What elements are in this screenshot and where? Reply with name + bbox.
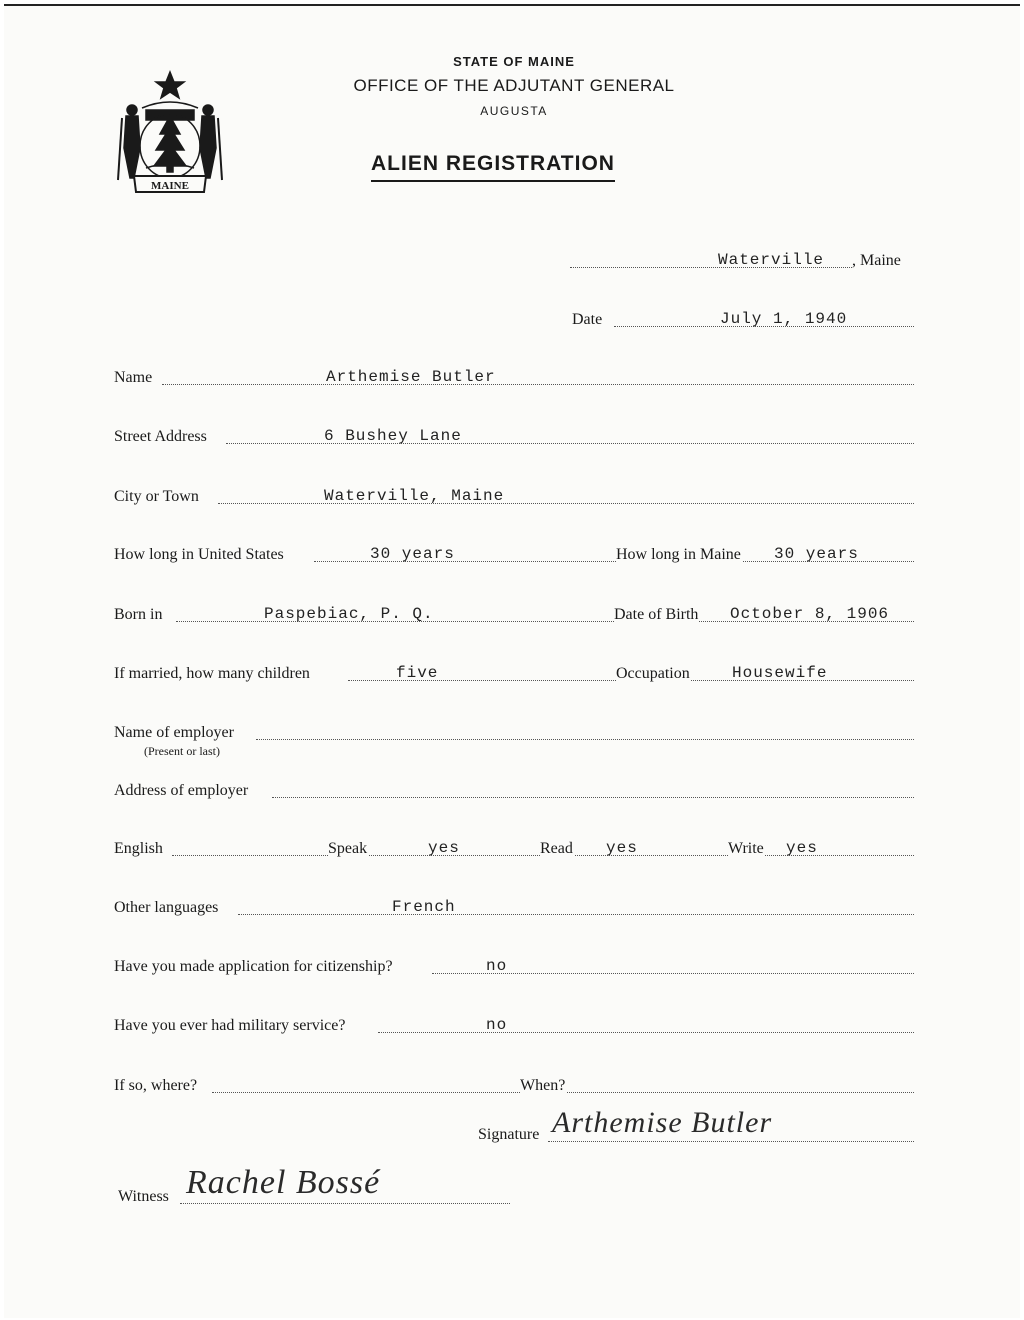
dotted-line [548, 1141, 914, 1142]
employer-address-label: Address of employer [114, 782, 249, 799]
languages-value: French [392, 898, 456, 916]
dotted-line [238, 914, 914, 915]
languages-row [114, 895, 914, 919]
dob-label: Date of Birth [614, 606, 699, 623]
employer-sublabel: (Present or last) [144, 744, 220, 758]
date-label: Date [572, 311, 603, 328]
place-value: Waterville [718, 251, 825, 269]
name-row [114, 365, 914, 389]
military-value: no [486, 1016, 508, 1034]
employer-label: Name of employer [114, 724, 234, 741]
city-heading: AUGUSTA [480, 104, 548, 118]
employer-address-row [114, 778, 914, 802]
birth-row [114, 602, 914, 626]
write-label: Write [728, 840, 764, 857]
children-value: five [396, 664, 439, 682]
date-row [572, 307, 914, 331]
citizenship-row [114, 954, 914, 978]
citizenship-value: no [486, 957, 508, 975]
service-location-row [114, 1073, 914, 1097]
street-value: 6 Bushey Lane [324, 427, 462, 445]
street-label: Street Address [114, 428, 207, 445]
english-row [114, 836, 914, 860]
read-label: Read [540, 840, 573, 857]
name-value: Arthemise Butler [326, 368, 496, 386]
speak-value: yes [428, 839, 460, 857]
born-value: Paspebiac, P. Q. [264, 605, 434, 623]
city-label: City or Town [114, 488, 199, 505]
dotted-line [272, 797, 914, 798]
dob-value: October 8, 1906 [730, 605, 890, 623]
military-row [114, 1013, 914, 1037]
employer-row [114, 720, 914, 758]
city-row [114, 484, 914, 508]
place-row [570, 248, 914, 272]
office-heading: OFFICE OF THE ADJUTANT GENERAL [353, 76, 675, 95]
name-label: Name [114, 369, 153, 386]
street-row [114, 424, 914, 448]
write-value: yes [786, 839, 818, 857]
dotted-line [180, 1203, 510, 1204]
occupation-value: Housewife [732, 664, 828, 682]
form-title: ALIEN REGISTRATION [371, 152, 615, 182]
dotted-line [218, 503, 914, 504]
us-time-label: How long in United States [114, 546, 284, 563]
witness-label: Witness [118, 1188, 169, 1205]
dotted-line [256, 739, 914, 740]
signature-label: Signature [478, 1126, 540, 1143]
dotted-line [378, 1032, 914, 1033]
children-row [114, 661, 914, 685]
date-value: July 1, 1940 [720, 310, 848, 328]
seal-text: MAINE [151, 180, 189, 192]
languages-label: Other languages [114, 899, 219, 916]
military-label: Have you ever had military service? [114, 1017, 346, 1034]
state-heading: STATE OF MAINE [453, 54, 575, 69]
city-value: Waterville, Maine [324, 487, 505, 505]
born-label: Born in [114, 606, 163, 623]
citizenship-label: Have you made application for citizenship? [114, 958, 393, 975]
residence-row [114, 542, 914, 566]
when-label: When? [520, 1077, 566, 1094]
place-suffix: , Maine [852, 252, 901, 269]
english-label: English [114, 840, 163, 857]
occupation-label: Occupation [616, 665, 690, 682]
alien-registration-form [4, 4, 1020, 1318]
children-label: If married, how many children [114, 665, 310, 682]
witness-handwriting: Rachel Bossé [186, 1164, 381, 1201]
speak-label: Speak [328, 840, 368, 857]
maine-time-value: 30 years [774, 545, 859, 563]
maine-time-label: How long in Maine [616, 546, 741, 563]
dotted-line [162, 384, 914, 385]
read-value: yes [606, 839, 638, 857]
maine-state-seal-icon [112, 68, 228, 196]
us-time-value: 30 years [370, 545, 455, 563]
signature-handwriting: Arthemise Butler [552, 1106, 773, 1139]
where-label: If so, where? [114, 1077, 198, 1094]
